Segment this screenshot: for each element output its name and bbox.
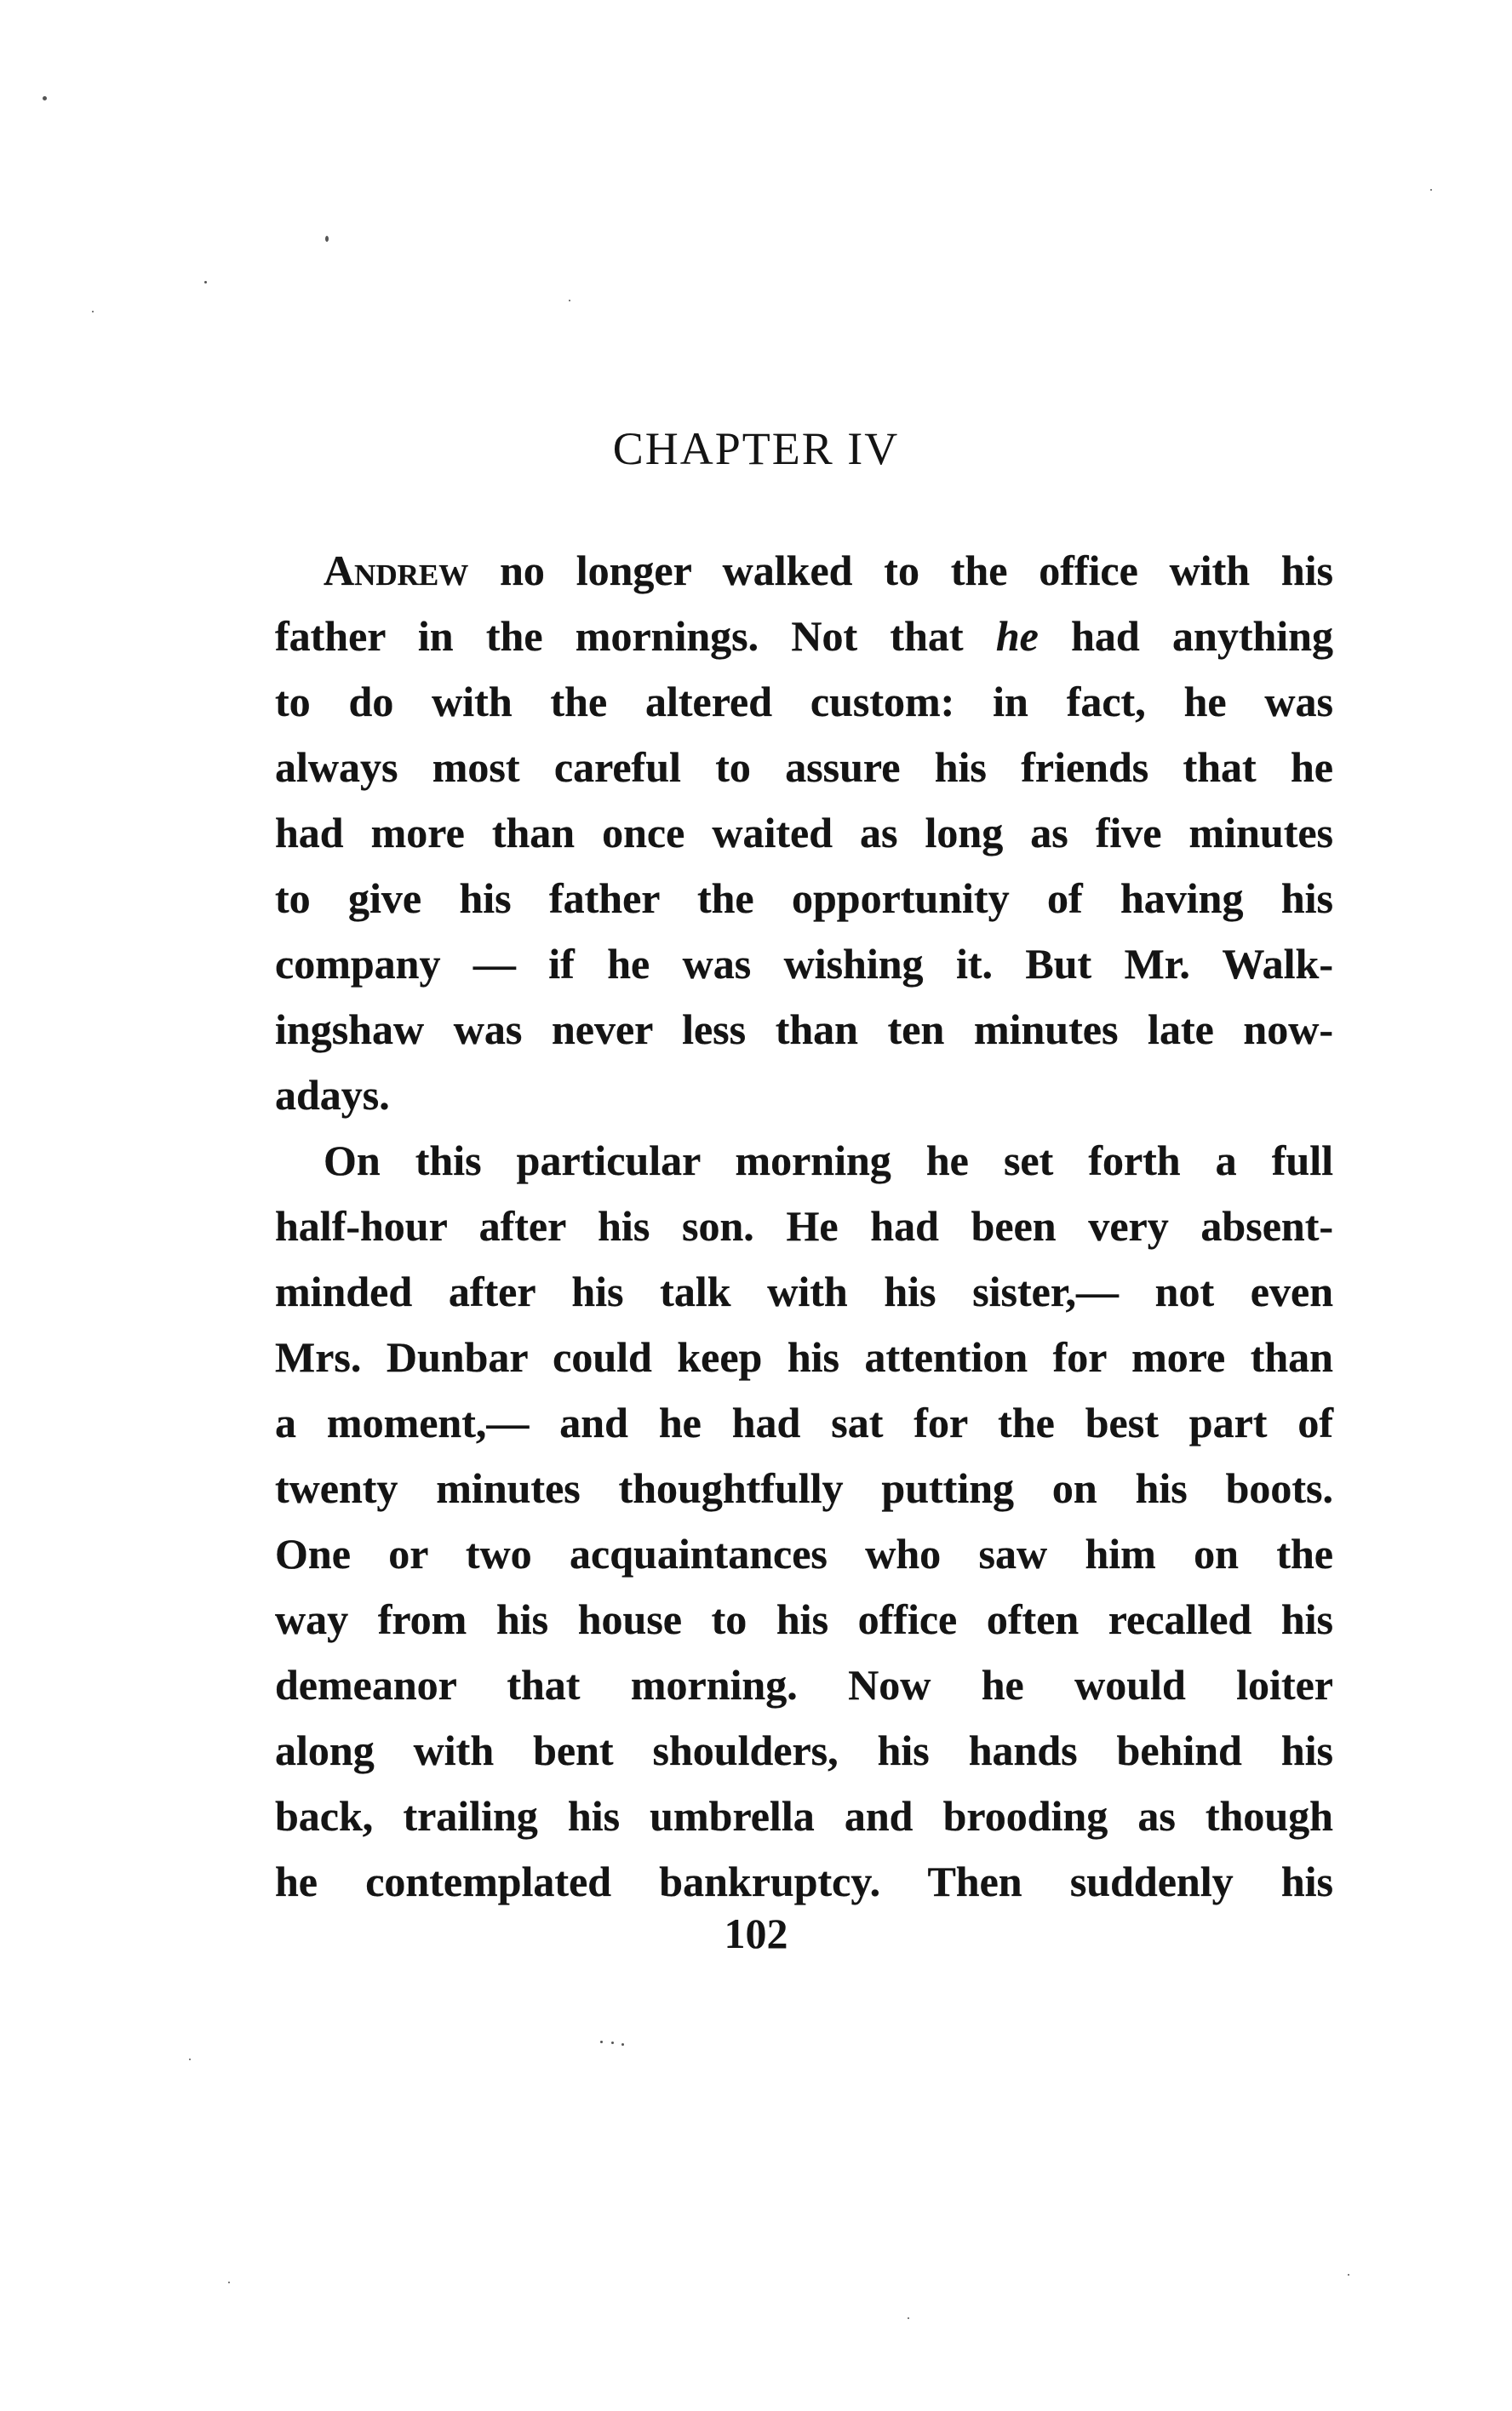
paragraph-2-line-3: minded after his talk with his sister,— not even <box>275 1268 1333 1315</box>
paragraph-1-line-2 <box>275 604 1333 669</box>
chapter-title: CHAPTER IV <box>612 423 900 474</box>
scan-speck <box>611 2042 614 2044</box>
paragraph-2-line-9: demeanor that morning. Now he would loiter <box>275 1661 1333 1709</box>
paragraph-1-line-5: had more than once waited as long as five minutes <box>275 809 1333 856</box>
paragraph-2-line-11: back, trailing his umbrella and brooding as though <box>275 1792 1333 1840</box>
paragraph-1-line-6: to give his father the opportunity of having his <box>275 874 1333 922</box>
line-text: had anything <box>1038 612 1333 660</box>
scan-speck <box>600 2041 603 2043</box>
line-text: father in the mornings. Not that <box>275 612 996 660</box>
scan-speck <box>189 2059 191 2060</box>
paragraph-2-line-2: half-hour after his son. He had been very absent- <box>275 1202 1333 1250</box>
scan-speck <box>228 2282 230 2283</box>
paragraph-2-line-10: along with bent shoulders, his hands behind his <box>275 1727 1333 1774</box>
paragraph-1-line-3: to do with the altered custom: in fact, he was <box>275 678 1333 725</box>
body-text <box>275 538 1333 1915</box>
paragraph-2-line-6: twenty minutes thoughtfully putting on his boots. <box>275 1464 1333 1512</box>
page-number: 102 <box>724 1910 788 1957</box>
line-text: no longer walked to the office with his <box>468 547 1333 594</box>
paragraph-1-line-7: company — if he was wishing it. But Mr. Walk- <box>275 940 1333 988</box>
paragraph-2-line-4: Mrs. Dunbar could keep his attention for more than <box>275 1333 1333 1381</box>
scan-speck <box>569 300 570 301</box>
paragraph-1-line-9: adays. <box>275 1071 390 1119</box>
emphasis-word: he <box>995 612 1039 660</box>
paragraph-1-line-4: always most careful to assure his friends that he <box>275 743 1333 791</box>
scan-speck <box>43 96 47 100</box>
scan-speck <box>1430 189 1432 191</box>
scan-speck <box>1348 2274 1349 2276</box>
scan-speck <box>621 2043 624 2046</box>
paragraph-1-line-1 <box>275 538 1333 604</box>
scan-speck <box>908 2317 909 2319</box>
paragraph-2-line-1: On this particular morning he set forth a full <box>324 1137 1333 1184</box>
scan-speck <box>92 311 94 312</box>
paragraph-2-line-12: he contemplated bankruptcy. Then suddenly his <box>275 1858 1333 1905</box>
paragraph-1-line-8: ingshaw was never less than ten minutes late now- <box>275 1005 1333 1053</box>
scan-speck <box>204 281 207 283</box>
scan-speck <box>325 236 329 242</box>
paragraph-2-line-8: way from his house to his office often recalled his <box>275 1595 1333 1643</box>
drop-word: Andrew <box>324 547 469 594</box>
paragraph-2-line-7: One or two acquaintances who saw him on the <box>275 1530 1333 1578</box>
paragraph-2-line-5: a moment,— and he had sat for the best part of <box>275 1399 1333 1446</box>
